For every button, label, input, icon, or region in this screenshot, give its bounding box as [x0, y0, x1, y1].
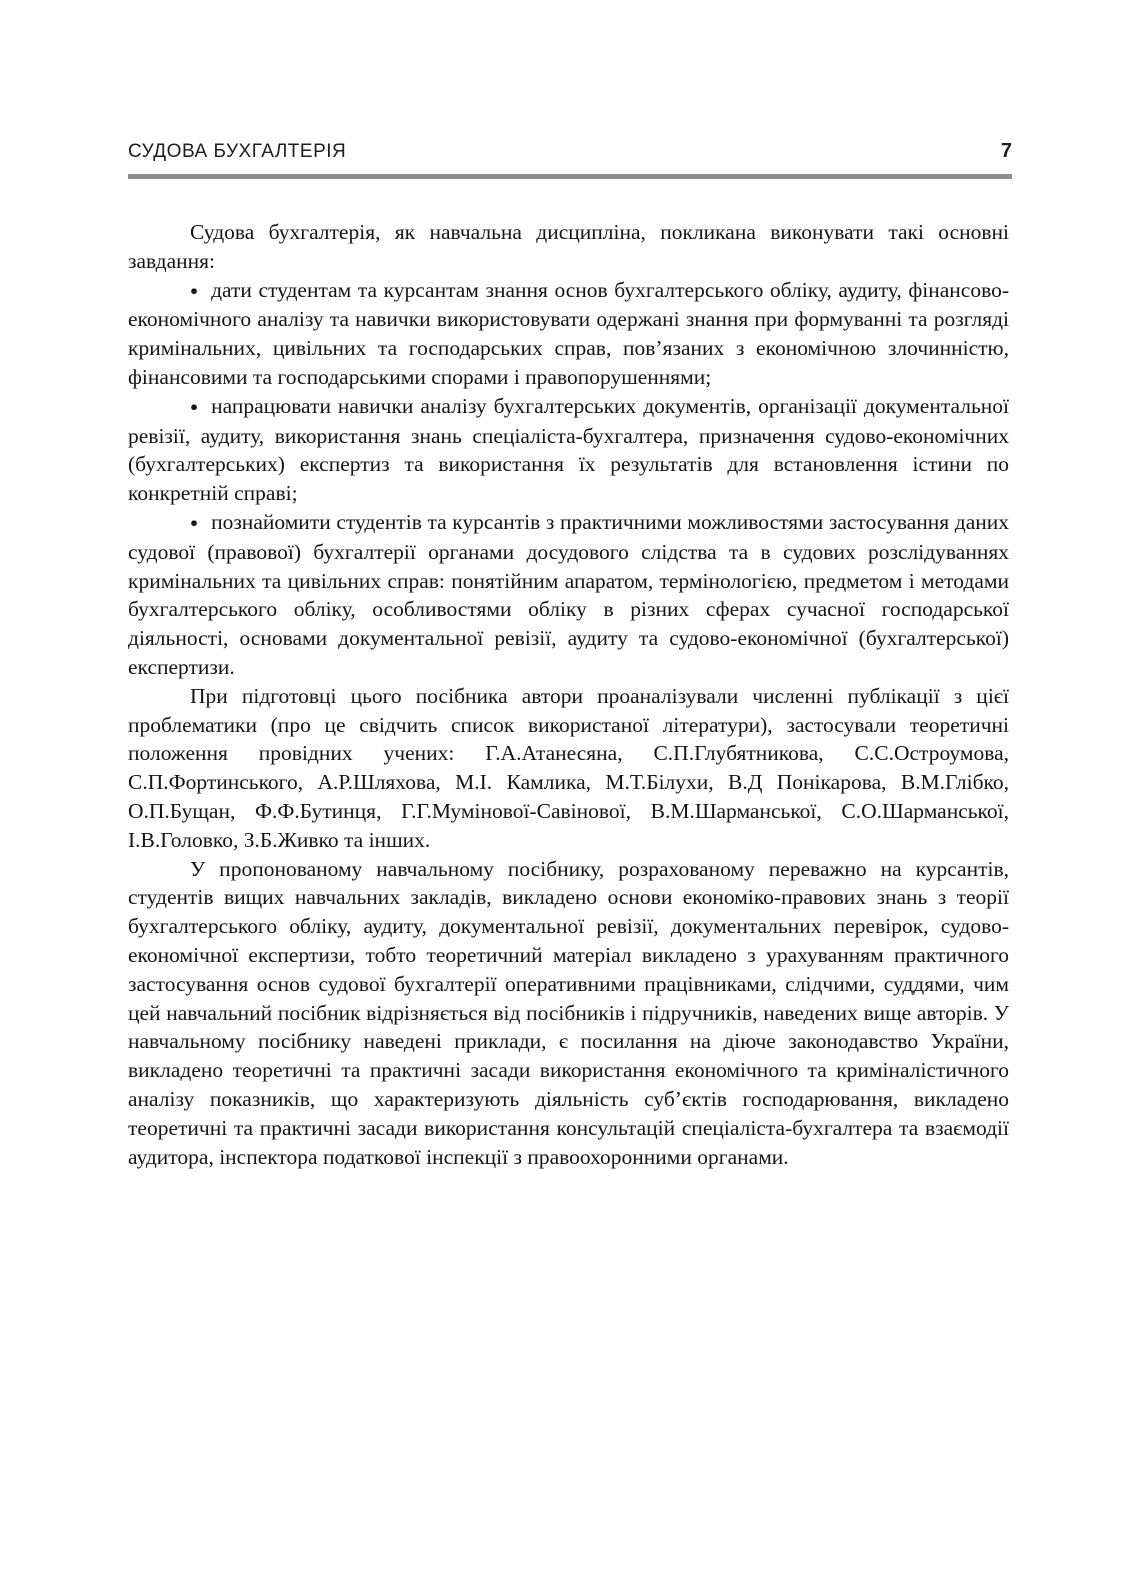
page-number: 7 [1000, 140, 1012, 162]
bullet-item-1 [128, 276, 1009, 392]
bullet-marker-icon: ● [190, 398, 199, 414]
bullet-item-3 [128, 508, 1009, 682]
paragraph-authors [128, 682, 1009, 855]
bullet-item-2 [128, 392, 1009, 508]
page-header [128, 140, 1012, 163]
page-body [128, 218, 1009, 1171]
paragraph-summary [128, 855, 1009, 1172]
running-title: СУДОВА БУХГАЛТЕРІЯ [128, 141, 347, 162]
paragraph-text: У пропонованому навчальному посібнику, розрахованому переважно на курсантів, студентів вищих навчальних закладів, викладено основи економіко-правових знань з теорії бухгалтерського обліку, аудиту, документальної ревізії, документальних перевірок, судово-економічної експертизи, тобто теоретичний матеріал викладено з урахуванням практичного застосування основ судової бухгалтерії оперативними працівниками, слідчими, суддями, чим цей навчальний посібник відрізняється від посібників і підручників, наведених вище авторів. У навчальному посібнику наведені приклади, є посилання на діюче законодавство України, викладено теоретичні та практичні засади використання економічного та криміналістичного аналізу показників, що характеризують діяльність суб’єктів господарювання, викладено теоретичні та практичні засади використання консультацій спеціаліста-бухгалтера та взаємодії аудитора, інспектора податкової інспекції з правоохоронними органами. [128, 856, 1009, 1169]
header-rule [128, 174, 1012, 179]
paragraph-intro [128, 218, 1009, 276]
paragraph-text: При підготовці цього посібника автори проаналізували численні публікації з цієї проблематики (про це свідчить список використаної літератури), застосували теоретичні положення провідних учених: Г.А.Атанесяна, С.П.Глубятникова, С.С.Остроумова, С.П.Фортинського, А.Р.Шляхова, М.І. Камлика, М.Т.Білухи, В.Д Понікарова, В.М.Глібко, О.П.Бущан, Ф.Ф.Бутинця, Г.Г.Мумінової-Савінової, В.М.Шарманської, С.О.Шарманської, І.В.Головко, З.Б.Живко та інших. [128, 683, 1009, 852]
paragraph-text: Судова бухгалтерія, як навчальна дисципліна, покликана виконувати такі основні завдання: [128, 220, 1009, 273]
paragraph-text: напрацювати навички аналізу бухгалтерських документів, організації документальної ревізії, аудиту, використання знань спеціаліста-бухгалтера, призначення судово-економічних (бухгалтерських) експертиз та використання їх результатів для встановлення істини по конкретній справі; [128, 393, 1009, 506]
paragraph-text: познайомити студентів та курсантів з практичними можливостями застосування даних судової (правової) бухгалтерії органами досудового слідства та в судових розслідуваннях кримінальних та цивільних справ: понятійним апаратом, термінологією, предметом і методами бухгалтерського обліку, особливостями обліку в різних сферах сучасної господарської діяльності, основами документальної ревізії, аудиту та судово-економічної (бухгалтерської) експертизи. [128, 509, 1009, 679]
paragraph-text: дати студентам та курсантам знання основ бухгалтерського обліку, аудиту, фінансово-економічного аналізу та навички використовувати одержані знання при формуванні та розгляді кримінальних, цивільних та господарських справ, пов’язаних з економічною злочинністю, фінансовими та господарськими спорами і правопорушеннями; [128, 277, 1009, 389]
bullet-marker-icon: ● [190, 282, 199, 298]
bullet-marker-icon: ● [190, 514, 199, 530]
